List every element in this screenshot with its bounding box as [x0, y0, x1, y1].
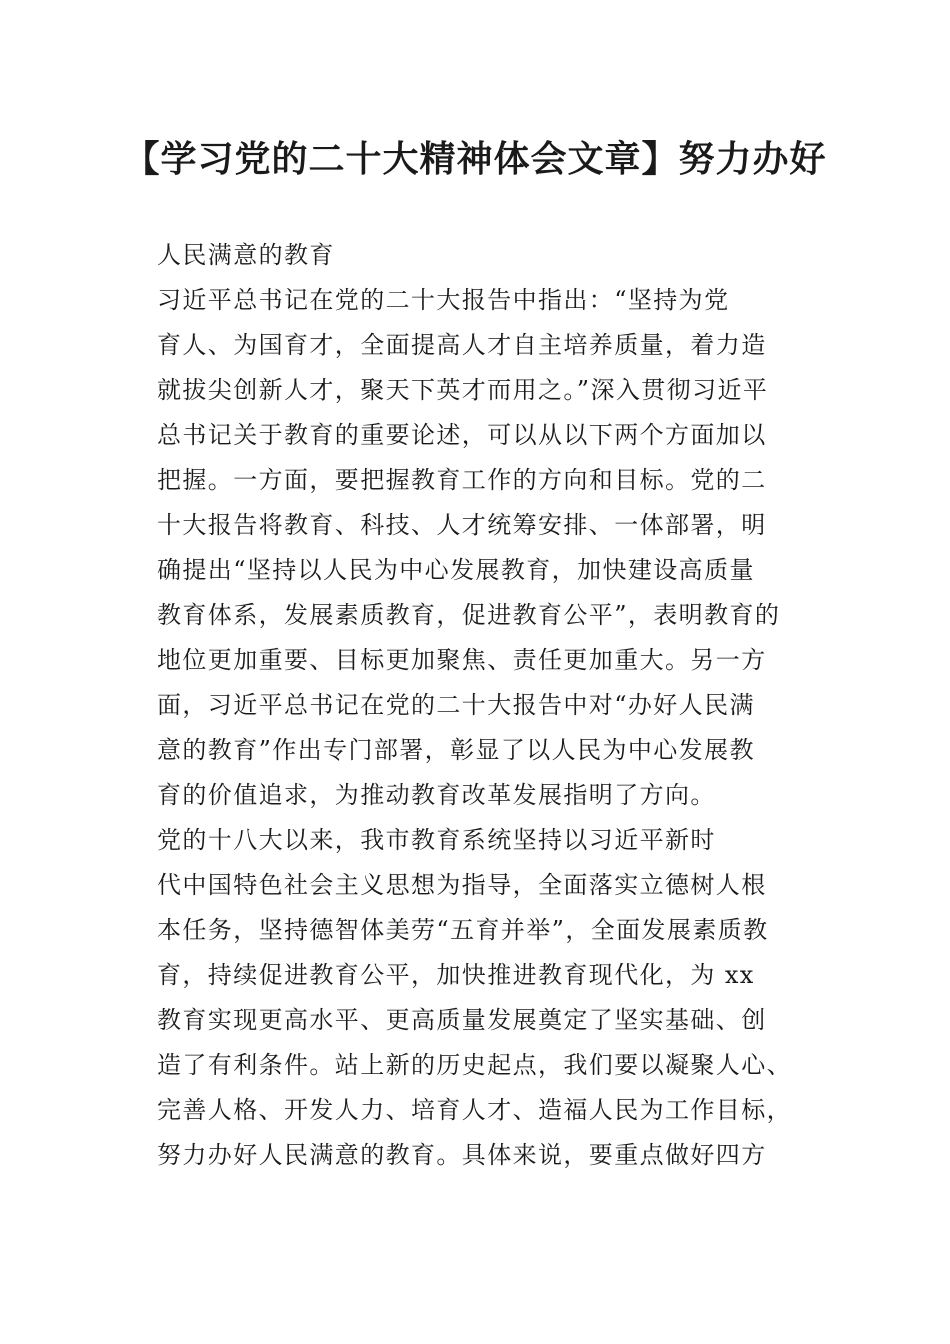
body-line: 人民满意的教育: [157, 241, 335, 269]
body-line: 地位更加重要、目标更加聚焦、责任更加重大。另一方: [157, 646, 767, 674]
body-line: 总书记关于教育的重要论述，可以从以下两个方面加以: [157, 421, 767, 449]
body-line: 确提出“坚持以人民为中心发展教育，加快建设高质量: [157, 556, 755, 584]
body-line: 就拔尖创新人才，聚天下英才而用之。”深入贯彻习近平: [157, 376, 769, 404]
document-body: [157, 233, 817, 1178]
document-title: 【学习党的二十大精神体会文章】努力办好: [123, 138, 827, 180]
body-line: 党的十八大以来，我市教育系统坚持以习近平新时: [157, 826, 716, 854]
body-line: 把握。一方面，要把握教育工作的方向和目标。党的二: [157, 466, 767, 494]
body-line: 代中国特色社会主义思想为指导，全面落实立德树人根: [157, 871, 767, 899]
body-line: 完善人格、开发人力、培育人才、造福人民为工作目标，: [157, 1096, 792, 1124]
body-line: 育的价值追求，为推动教育改革发展指明了方向。: [157, 781, 716, 809]
body-line: 育，持续促进教育公平，加快推进教育现代化，为 xx: [157, 961, 755, 989]
body-line: 教育体系，发展素质教育，促进教育公平”，表明教育的: [157, 601, 781, 629]
body-line: 意的教育”作出专门部署，彰显了以人民为中心发展教: [157, 736, 755, 764]
body-line: 面，习近平总书记在党的二十大报告中对“办好人民满: [157, 691, 755, 719]
body-line: 造了有利条件。站上新的历史起点，我们要以凝聚人心、: [157, 1051, 792, 1079]
body-line: 努力办好人民满意的教育。具体来说，要重点做好四方: [157, 1141, 767, 1169]
body-line: 十大报告将教育、科技、人才统筹安排、一体部署，明: [157, 511, 767, 539]
body-line: 教育实现更高水平、更高质量发展奠定了坚实基础、创: [157, 1006, 767, 1034]
body-line: 本任务，坚持德智体美劳“五育并举”，全面发展素质教: [157, 916, 769, 944]
body-line: 育人、为国育才，全面提高人才自主培养质量，着力造: [157, 331, 767, 359]
body-line: 习近平总书记在党的二十大报告中指出：“坚持为党: [157, 286, 730, 314]
